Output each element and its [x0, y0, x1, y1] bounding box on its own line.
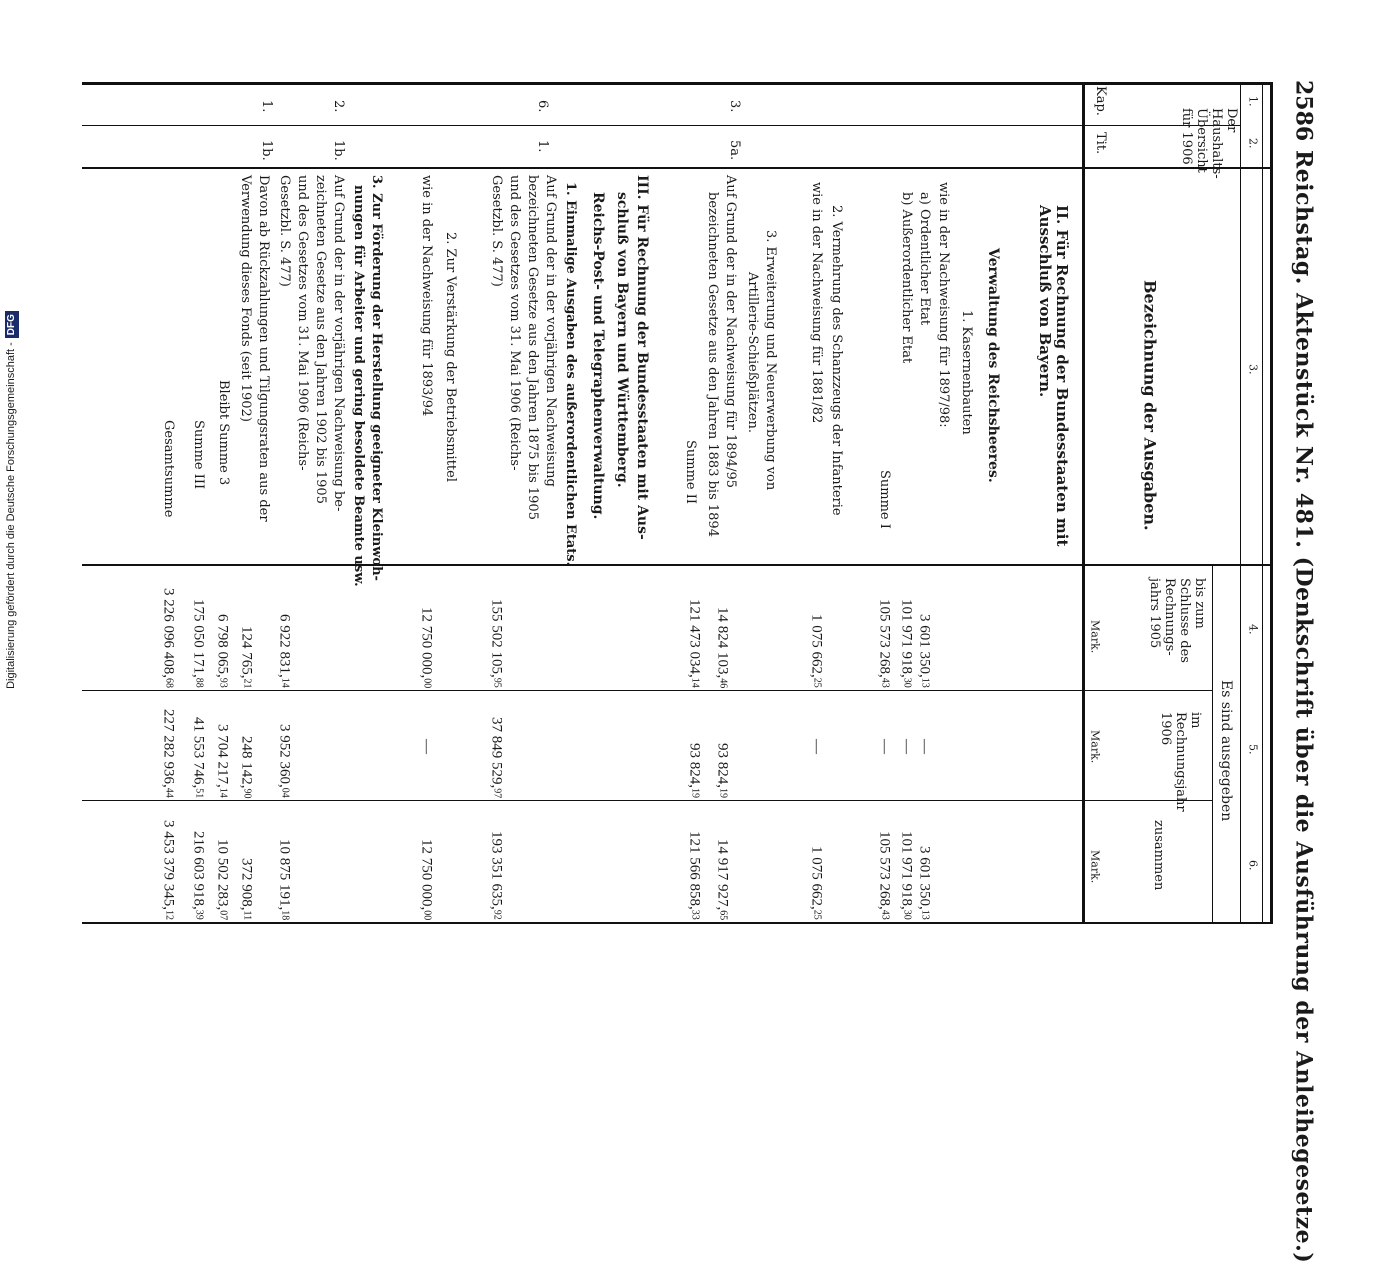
section-iii-heading-2: schluß von Bayern und Württemberg.	[614, 192, 631, 488]
einmalige-text-2: bezeichneten Gesetze aus den Jahren 1875 bis 1905	[524, 175, 540, 520]
summe-iii-label: Summe III	[190, 420, 206, 490]
amount-bleibt-summe-3-c4: 6 798 065,93	[214, 614, 231, 688]
unit-col4: Mark.	[1088, 620, 1102, 654]
ref-kap-4: 1.	[258, 100, 274, 113]
nachweisung-1893: wie in der Nachweisung für 1893/94	[418, 175, 434, 417]
bleibt-summe-3-label: Bleibt Summe 3	[215, 380, 231, 486]
amount-gesamtsumme-c5: 227 282 936,44	[160, 709, 177, 798]
gesamtsumme-label: Gesamtsumme	[160, 420, 176, 518]
header-col6: zusammen	[1150, 820, 1166, 891]
amount-ausserordentlich-c4: 101 971 918,30	[898, 599, 915, 688]
summe-ii-label: Summe II	[682, 440, 698, 505]
amount-infanterie-c6: 1 075 662,25	[808, 846, 825, 920]
page-number-v: 2586	[1290, 80, 1317, 142]
page-title-v: Reichstag. Aktenstück Nr. 481. (Denkschrift über die Ausführung der Anleihegesetze.)	[1290, 150, 1317, 1263]
amount-kleinwohn-c4: 6 922 831,14	[276, 614, 293, 688]
colnum-4-v: 4.	[1246, 624, 1260, 635]
kleinwohn-heading-2: nungen für Arbeiter und gering besoldete Beamte usw.	[350, 185, 366, 587]
ref-tit-1: 5a.	[726, 140, 742, 161]
desc-rule	[82, 564, 1272, 566]
amount-summe-i-c4: 105 573 268,43	[876, 599, 893, 688]
col5-rule	[82, 800, 1212, 801]
amount-ordentlich-c5: —	[916, 738, 933, 754]
summe-i-label: Summe I	[876, 470, 892, 529]
amount-infanterie-c4: 1 075 662,25	[808, 614, 825, 688]
amount-einmalige-c4: 155 502 105,95	[488, 599, 505, 688]
header-rule	[1082, 82, 1085, 924]
unit-col6: Mark.	[1088, 850, 1102, 884]
amount-summe-iii-c5: 41 553 746,51	[190, 716, 207, 798]
ausserordentlich-label: b) Außerordentlicher Etat	[898, 192, 914, 364]
amount-summe-i-c6: 105 573 268,43	[876, 831, 893, 920]
artillerie-text-1: Auf Grund der in der Nachweisung für 1894/95	[722, 175, 738, 489]
amount-ausserordentlich-c6: 101 971 918,30	[898, 831, 915, 920]
amount-summe-ii-c5: 93 824,19	[686, 743, 703, 798]
amount-kleinwohn-c6: 10 875 191,18	[276, 838, 293, 920]
einmalige-text-3: und des Gesetzes vom 31. Mai 1906 (Reichs-	[506, 175, 522, 471]
amount-ausserordentlich-c5: —	[898, 738, 915, 754]
nachweisung-1897: wie in der Nachweisung für 1897/98:	[935, 182, 951, 428]
amount-bleibt-summe-3-c5: 3 704 217,14	[214, 724, 231, 798]
top-rule	[82, 82, 1272, 85]
header-col4: bis zum Schlusse des Rechnungs-jahrs 1905	[1147, 578, 1207, 663]
header-haushalt-v: Der Haushalts-Übersicht für 1906	[1179, 108, 1239, 179]
betriebsmittel-heading: 2. Zur Verstärkung der Betriebsmittel	[442, 232, 458, 483]
kleinwohn-text-1: Auf Grund der in der vorjährigen Nachweisung be-	[330, 175, 346, 512]
artillerie-heading-2: Artillerie-Schießplätzen.	[744, 272, 760, 434]
numbers-rule	[1240, 82, 1241, 924]
spent-rule	[1212, 564, 1213, 924]
amount-summe-ii-c6: 121 566 858,33	[686, 831, 703, 920]
ordentlich-label: a) Ordentlicher Etat	[916, 192, 932, 326]
davon-text-2: Verwendung dieses Fonds (seit 1902)	[237, 175, 253, 422]
amount-ordentlich-c4: 3 601 350,13	[916, 614, 933, 688]
unit-col5: Mark.	[1088, 730, 1102, 764]
einmalige-text-4: Gesetzbl. S. 477)	[488, 175, 504, 287]
amount-gesamtsumme-c6: 3 453 379 345,12	[160, 820, 177, 920]
col4-rule	[82, 690, 1212, 691]
nachweisung-1881: wie in der Nachweisung für 1881/82	[808, 182, 824, 424]
bottom-rule	[82, 922, 1272, 924]
frame-outer	[1270, 82, 1273, 924]
dfg-logo: DFG	[5, 311, 19, 338]
header-tit: Tit.	[1092, 132, 1108, 155]
kasernen-heading: 1. Kasernenbauten	[958, 310, 974, 435]
ref-kap-3: 2.	[330, 100, 346, 113]
kleinwohn-text-4: Gesetzbl. S. 477)	[276, 175, 292, 287]
kap-tit-rule	[82, 125, 1240, 126]
ref-tit-2: 1.	[534, 140, 550, 153]
colnum-6-v: 6.	[1246, 860, 1260, 871]
colnum-3-v: 3.	[1246, 364, 1260, 375]
amount-summe-iii-c4: 175 050 171,88	[190, 599, 207, 688]
army-heading: Verwaltung des Reichsheeres.	[985, 248, 1002, 483]
section-iii-heading-1: III. Für Rechnung der Bundesstaaten mit Aus-	[634, 175, 651, 540]
amount-davon-c4: 124 765,21	[238, 625, 255, 688]
ref-tit-4: 1b.	[258, 140, 274, 161]
frame-inner	[1262, 82, 1263, 924]
amount-ordentlich-c6: 3 601 350,13	[916, 846, 933, 920]
amount-infanterie-c5: —	[808, 738, 825, 754]
colnum-1-v: 1.	[1246, 96, 1260, 107]
header-col5: im Rechnungsjahr 1906	[1158, 712, 1203, 812]
infanterie-heading: 2. Vermehrung des Schanzzeugs der Infanterie	[828, 205, 844, 516]
ref-rule	[82, 167, 1272, 169]
kleinwohn-text-2: zeichneten Gesetze aus den Jahren 1902 bis 1905	[312, 175, 328, 504]
header-spent: Es sind ausgegeben	[1218, 680, 1235, 822]
amount-betriebsmittel-c6: 12 750 000,00	[418, 838, 435, 920]
amount-betriebsmittel-c5: —	[418, 738, 435, 754]
kleinwohn-text-3: und des Gesetzes vom 31. Mai 1906 (Reichs-	[294, 175, 310, 471]
amount-davon-c6: 372 908,11	[238, 857, 255, 920]
amount-davon-c5: 248 142,90	[238, 735, 255, 798]
amount-betriebsmittel-c4: 12 750 000,00	[418, 606, 435, 688]
colnum-2-v: 2.	[1246, 138, 1260, 149]
amount-kleinwohn-c5: 3 952 360,04	[276, 724, 293, 798]
amount-gesamtsumme-c4: 3 226 096 408,68	[160, 588, 177, 688]
artillerie-heading-1: 3. Erweiterung und Neuerwerbung von	[762, 230, 778, 491]
einmalige-heading: 1. Einmalige Ausgaben des außerordentlichen Etats.	[562, 182, 578, 567]
amount-summe-ii-c4: 121 473 034,14	[686, 599, 703, 688]
amount-einmalige-c5: 37 849 529,97	[488, 716, 505, 798]
section-ii-heading: II. Für Rechnung der Bundesstaaten mit Ausschluß von Bayern.	[1035, 205, 1071, 547]
amount-artillerie-c4: 14 824 103,46	[714, 606, 731, 688]
einmalige-text-1: Auf Grund der in der vorjährigen Nachweisung	[542, 175, 558, 487]
header-description: Bezeichnung der Ausgaben.	[1140, 280, 1160, 531]
colnum-5-v: 5.	[1246, 744, 1260, 755]
post-heading: Reichs-Post- und Telegraphenverwaltung.	[590, 192, 607, 520]
header-kap: Kap.	[1092, 86, 1108, 116]
amount-einmalige-c6: 193 351 635,92	[488, 831, 505, 920]
amount-bleibt-summe-3-c6: 10 502 283,07	[214, 838, 231, 920]
amount-artillerie-c5: 93 824,19	[714, 743, 731, 798]
ref-tit-3: 1b.	[330, 140, 346, 161]
amount-artillerie-c6: 14 917 927,65	[714, 838, 731, 920]
kleinwohn-heading-1: 3. Zur Förderung der Herstellung geeigneter Kleinwoh-	[368, 175, 384, 581]
artillerie-text-2: bezeichneten Gesetze aus den Jahren 1883 bis 1894	[704, 192, 720, 537]
amount-summe-iii-c6: 216 603 918,39	[190, 831, 207, 920]
davon-text-1: Davon ab Rückzahlungen und Tilgungsraten aus der	[255, 175, 271, 522]
ref-kap-2: 6.	[534, 100, 550, 113]
ref-kap-1: 3.	[726, 100, 742, 113]
credit-text: Digitalisierung gefördert durch die Deutsche Forschungsgemeinschaft -	[5, 342, 17, 689]
amount-summe-i-c5: —	[876, 738, 893, 754]
